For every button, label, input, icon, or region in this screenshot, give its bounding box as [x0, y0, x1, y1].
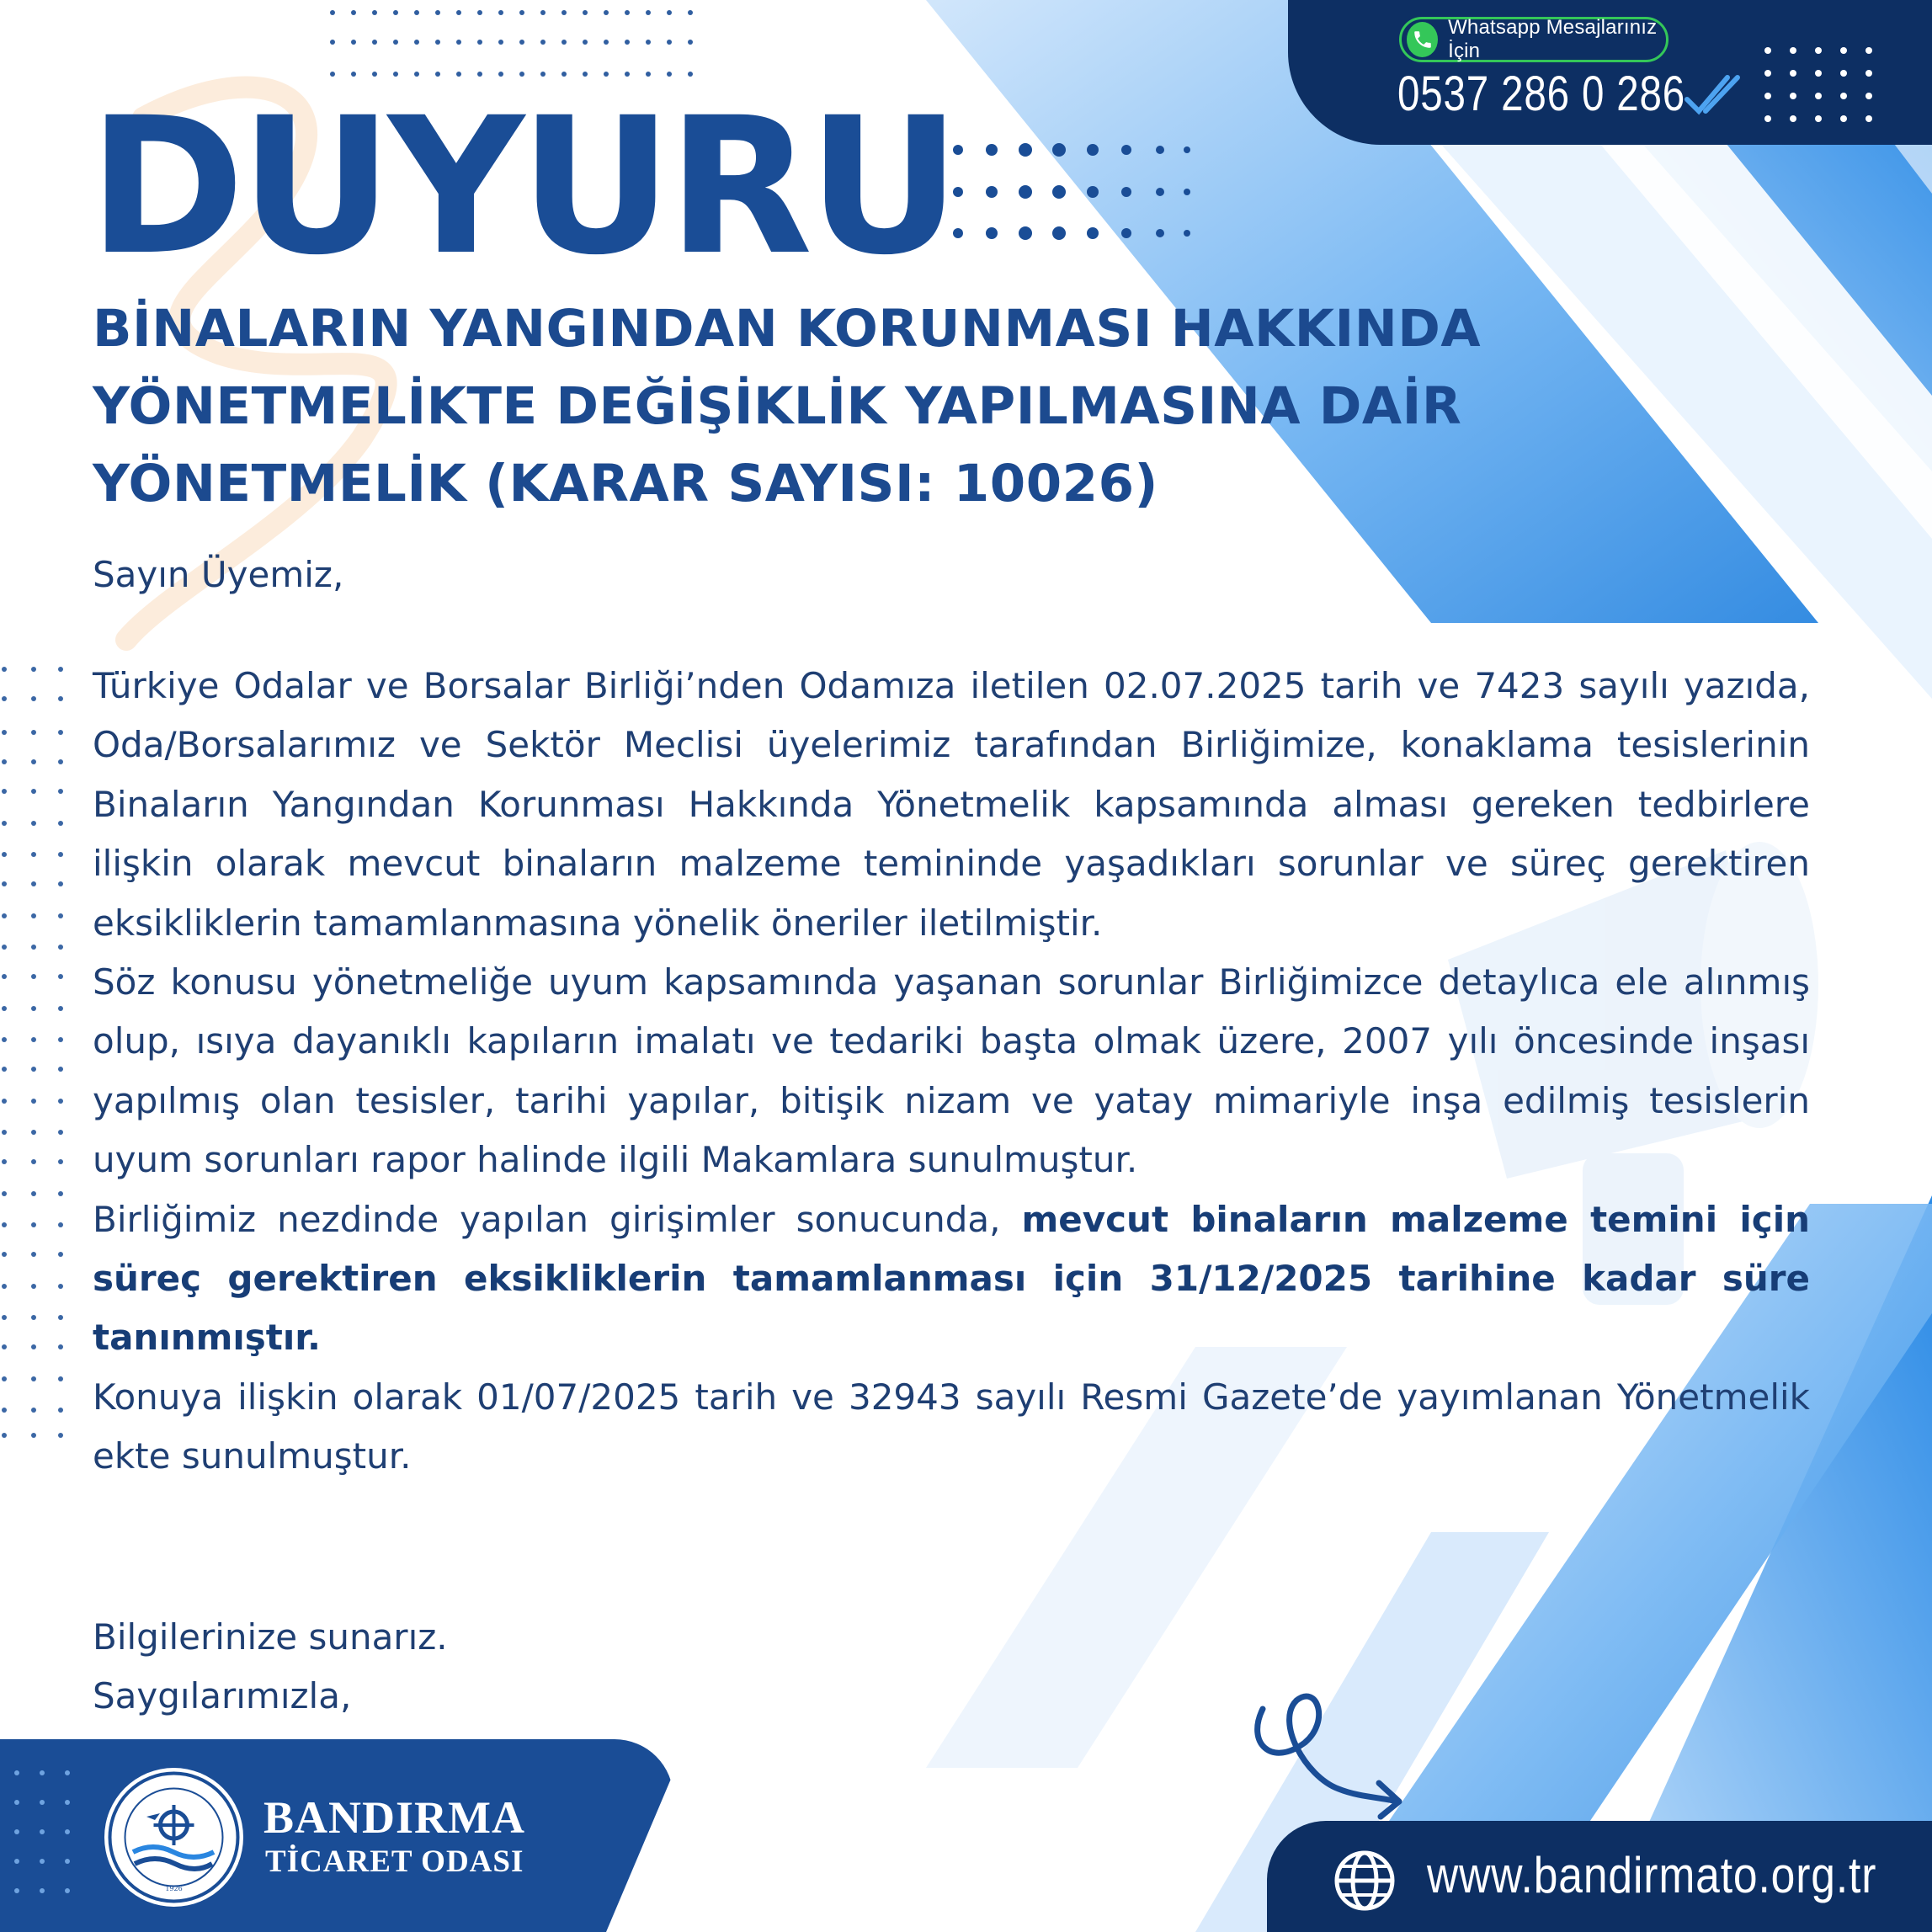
letter-body: [93, 657, 1810, 1487]
closing-line-1: Bilgilerinize sunarız.: [93, 1616, 448, 1658]
paragraph-3-lead: Birliğimiz nezdinde yapılan girişimler sonucunda,: [93, 1198, 1022, 1240]
swirl-arrow-icon: [1237, 1675, 1414, 1823]
seal-logo-icon: [104, 1768, 243, 1907]
phone-number[interactable]: 0537 286 0 286: [1397, 67, 1686, 121]
double-check-icon: [1684, 72, 1751, 120]
paragraph-3: [93, 1190, 1810, 1368]
contact-dot-grid: [1759, 42, 1894, 135]
salutation: Sayın Üyemiz,: [93, 554, 344, 595]
paragraph-4: Konuya ilişkin olarak 01/07/2025 tarih ve 32943 sayılı Resmi Gazete’de yayımlanan Yönetmelik ekte sunulmuştur.: [93, 1376, 1810, 1477]
paragraph-1: Türkiye Odalar ve Borsalar Birliği’nden Odamıza iletilen 02.07.2025 tarih ve 7423 sayılı yazıda, Oda/Borsalarımız ve Sektör Meclisi üyelerimiz tarafından Birliğimize, konaklama tesislerinin Binaların Yangından Korunması Hakkında Yönetmelik kapsamında alması gereken tedbirlere ilişkin olarak mevcut binaların malzeme temininde yaşadıkları sorunlar ve süreç gerektiren eksikliklerin tamamlanmasına yönelik öneriler iletilmiştir.: [93, 665, 1810, 944]
seal-year: 1926: [165, 1885, 183, 1892]
paragraph-3-highlight: mevcut binaların malzeme temini için süreç gerektiren eksikliklerin tamamlanması için 31/12/2025 tarihine kadar süre tanınmıştır.: [93, 1198, 1810, 1359]
whatsapp-badge[interactable]: [1399, 17, 1669, 62]
closing-line-2: Saygılarımızla,: [93, 1675, 352, 1716]
banner-dot-grid: [8, 1756, 101, 1924]
organization-name-line-2: TİCARET ODASI: [265, 1844, 524, 1879]
subtitle-line: YÖNETMELİKTE DEĞİŞİKLİK YAPILMASINA DAİR: [93, 376, 1462, 436]
whatsapp-label: Whatsapp Mesajlarınız İçin: [1448, 16, 1658, 62]
paragraph-2: Söz konusu yönetmeliğe uyum kapsamında yaşanan sorunlar Birliğimizce detaylıca ele alınmış olup, ısıya dayanıklı kapıların imalatı ve tedariki başta olmak üzere, 2007 yılı öncesinde inşası yapılmış olan tesisler, tarihi yapılar, bitişik nizam ve yatay mimariyle inşa edilmiş tesislerin uyum sorunları rapor halinde ilgili Makamlara sunulmuştur.: [93, 961, 1810, 1181]
closing: [93, 1608, 1810, 1726]
page-title: DUYURU: [88, 77, 956, 296]
whatsapp-icon: [1407, 22, 1438, 57]
subtitle-line: YÖNETMELİK (KARAR SAYISI: 10026): [93, 454, 1158, 514]
announcement-subtitle: [93, 290, 1608, 523]
globe-icon: [1332, 1848, 1397, 1913]
website-link[interactable]: www.bandirmato.org.tr: [1427, 1847, 1877, 1903]
organization-name-line-1: BANDIRMA: [263, 1792, 525, 1843]
subtitle-line: BİNALARIN YANGINDAN KORUNMASI HAKKINDA: [93, 299, 1482, 359]
